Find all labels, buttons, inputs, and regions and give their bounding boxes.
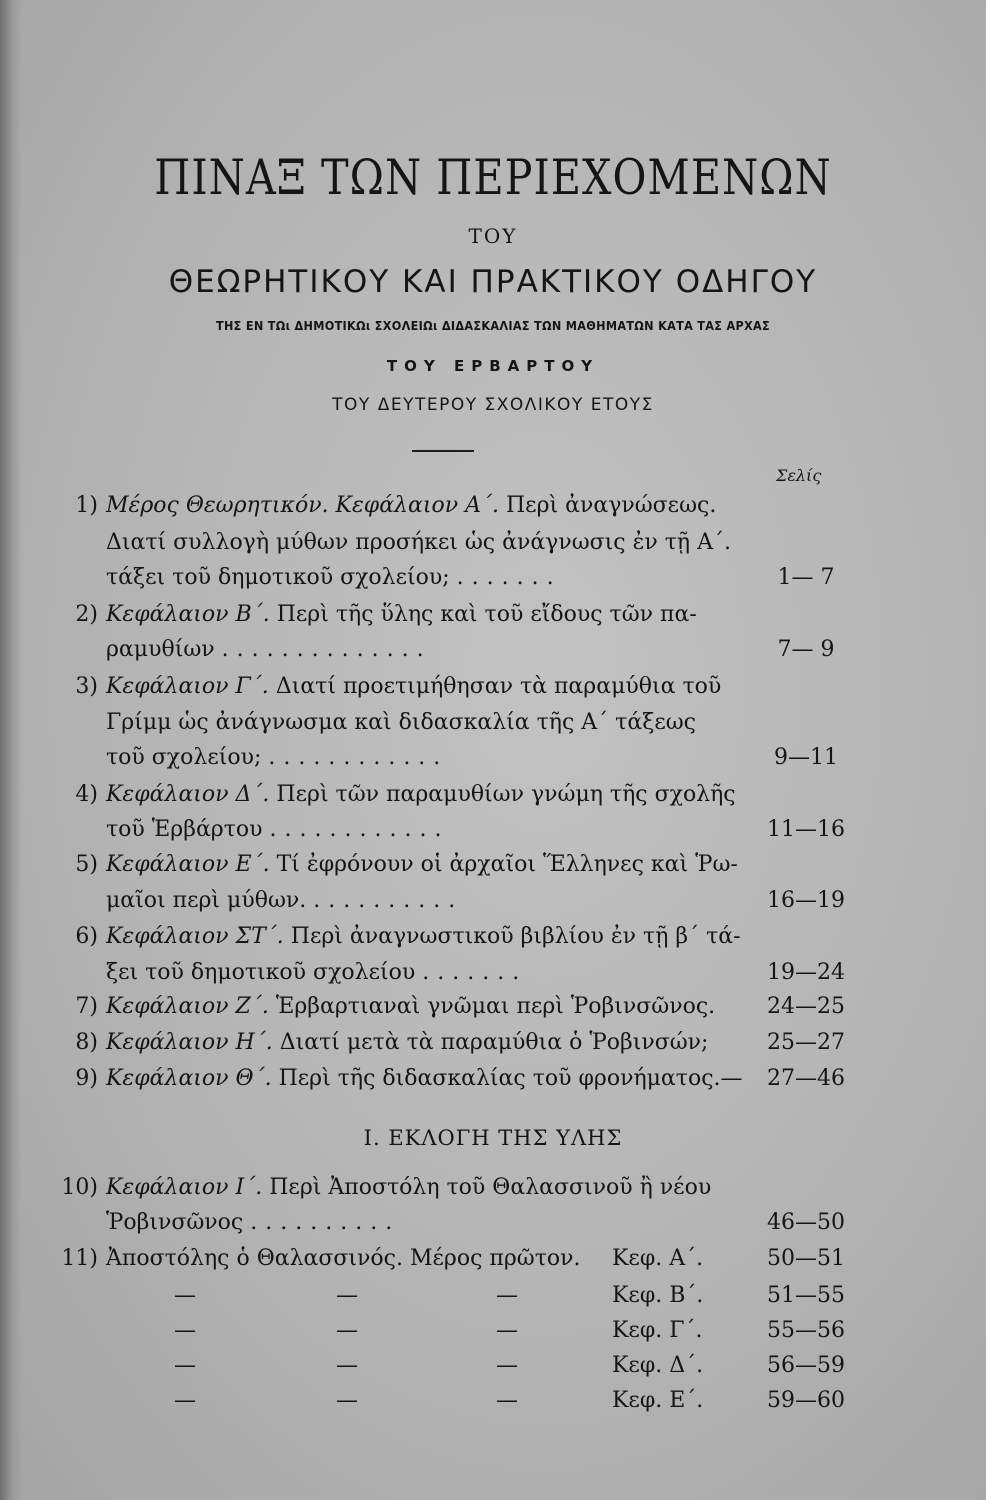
entry-heading: [106, 994, 715, 1019]
entry-chapter: Κεφάλαιον Η΄.: [106, 1030, 273, 1055]
entry-title: Διατί προετιμήθησαν τὰ παραμύθια τοῦ: [275, 674, 722, 699]
toc-entry-1-line-3: [0, 565, 986, 599]
entry-title: Διατί μετὰ τὰ παραμύθια ὁ Ῥοβινσών;: [279, 1030, 709, 1055]
page-range: 51—55: [767, 1283, 845, 1308]
dot-leader: ............: [268, 745, 449, 770]
toc-subrow: [0, 1353, 986, 1387]
page-range: 7— 9: [777, 637, 835, 662]
page-range: 19—24: [767, 960, 845, 985]
section-title: Ι. ΕΚΛΟΓΗ ΤΗΣ ΥΛΗΣ: [363, 1126, 623, 1150]
entry-number: 3): [75, 674, 98, 699]
toc-subrow: [0, 1388, 986, 1422]
entry-chapter: Κεφάλαιον Ζ΄.: [106, 994, 269, 1019]
page-range: 11—16: [767, 817, 845, 842]
entry-title: Περὶ ἀναγνωστικοῦ βιβλίου ἐν τῇ β΄ τά-: [290, 924, 741, 949]
toc-entry-6: [0, 924, 986, 958]
entry-heading: [106, 493, 716, 518]
ditto-dash: —: [174, 1283, 196, 1308]
divider: [412, 450, 474, 452]
entry-text-with-leader: ξει τοῦ δημοτικοῦ σχολείου .......: [106, 960, 528, 985]
entry-chapter: Κεφάλαιον Ε΄.: [106, 852, 270, 877]
entry-text-with-leader: τάξει τοῦ δημοτικοῦ σχολείου; .......: [106, 565, 562, 590]
entry-chapter: Κεφάλαιον Ι΄.: [106, 1175, 263, 1200]
entry-text-with-leader: ραμυθίων ..............: [106, 637, 432, 662]
entry-heading: [106, 782, 736, 807]
toc-subrow: [0, 1283, 986, 1317]
entry-heading: [106, 1030, 708, 1055]
entry-title: Περὶ τῆς διδασκαλίας τοῦ φρονήματος.—: [278, 1066, 743, 1091]
ditto-dash: —: [496, 1283, 518, 1308]
entry-number: 5): [75, 852, 98, 877]
entry-title: Τί ἐφρόνουν οἱ ἀρχαῖοι Ἕλληνες καὶ Ῥω-: [276, 852, 738, 877]
chapter-ref: Κεφ. Ε΄.: [612, 1388, 704, 1413]
entry-chapter: Κεφάλαιον Γ΄.: [106, 674, 269, 699]
entry-number: 2): [75, 602, 98, 627]
entry-chapter: Κεφάλαιον Δ΄.: [106, 782, 270, 807]
page-range: 55—56: [767, 1318, 845, 1343]
toc-entry-5: [0, 852, 986, 886]
dot-leader: .......: [422, 960, 528, 985]
dot-leader: ..............: [221, 637, 432, 662]
page-range: 25—27: [767, 1030, 845, 1055]
book-subtitle: ΘΕΩΡΗΤΙΚΟΥ ΚΑΙ ΠΡΑΚΤΙΚΟΥ ΟΔΗΓΟΥ: [168, 264, 818, 300]
ditto-dash: —: [496, 1318, 518, 1343]
entry-title: Περὶ τῶν παραμυθίων γνώμη τῆς σχολῆς: [276, 782, 736, 807]
ditto-dash: —: [336, 1283, 358, 1308]
entry-chapter: Κεφάλαιον Β΄.: [106, 602, 270, 627]
entry-number: 8): [75, 1030, 98, 1055]
title-article: ΤΟΥ: [468, 224, 518, 248]
entry-chapter: Μέρος Θεωρητικόν. Κεφάλαιον Α΄.: [106, 493, 499, 518]
ditto-dash: —: [496, 1388, 518, 1413]
entry-heading: [106, 674, 721, 699]
ditto-dash: —: [496, 1353, 518, 1378]
dot-leader: .......: [456, 565, 562, 590]
entry-title: Περὶ ἀναγνώσεως.: [505, 493, 717, 518]
entry-text-with-leader: τοῦ σχολείου; ............: [106, 745, 449, 770]
entry-title: Περὶ Ἀποστόλη τοῦ Θαλασσινοῦ ἢ νέου: [269, 1175, 712, 1200]
toc-entry-7: [0, 994, 986, 1028]
page-range: 1— 7: [777, 565, 835, 590]
entry-number: 4): [75, 782, 98, 807]
ditto-dash: —: [336, 1388, 358, 1413]
toc-entry-9: [0, 1066, 986, 1100]
entry-number: 9): [75, 1066, 98, 1091]
pages-column-label: Σελίς: [776, 466, 822, 485]
dot-leader: ..........: [250, 1210, 401, 1235]
entry-heading: [106, 1066, 743, 1091]
entry-heading: [106, 924, 741, 949]
page-title: ΠΙΝΑΞ ΤΩΝ ΠΕΡΙΕΧΟΜΕΝΩΝ: [154, 148, 832, 206]
ditto-dash: —: [336, 1318, 358, 1343]
chapter-ref: Κεφ. Γ΄.: [612, 1318, 703, 1343]
toc-entry-2: [0, 602, 986, 636]
toc-entry-10-line-2: [0, 1210, 986, 1244]
toc-entry-3-line-3: [0, 745, 986, 779]
entry-number: 6): [75, 924, 98, 949]
page-range: 9—11: [774, 745, 838, 770]
entry-text-with-leader: τοῦ Ἑρβάρτου ............: [106, 817, 450, 842]
ditto-dash: —: [174, 1318, 196, 1343]
chapter-ref: Κεφ. Α΄.: [612, 1246, 704, 1271]
ditto-dash: —: [174, 1353, 196, 1378]
page-range: 24—25: [767, 994, 845, 1019]
entry-heading: [106, 852, 738, 877]
toc-entry-3-line-2: [0, 710, 986, 744]
page-range: 59—60: [767, 1388, 845, 1413]
page-range: 46—50: [767, 1210, 845, 1235]
entry-text-with-leader: μαῖοι περὶ μύθων. ..........: [106, 888, 464, 913]
toc-entry-4-line-2: [0, 817, 986, 851]
entry-number: 11): [61, 1246, 98, 1271]
entry-text: Γρίμμ ὡς ἀνάγνωσμα καὶ διδασκαλία τῆς Α΄ τάξεως: [106, 710, 696, 735]
entry-chapter: Κεφάλαιον ΣΤ΄.: [106, 924, 284, 949]
toc-entry-1: [0, 493, 986, 527]
toc-entry-2-line-2: [0, 637, 986, 671]
toc-entry-1-line-2: [0, 530, 986, 564]
book-description: ΤΗΣ ΕΝ ΤΩι ΔΗΜΟΤΙΚΩι ΣΧΟΛΕΙΩι ΔΙΔΑΣΚΑΛΙΑΣ ΤΩΝ ΜΑΘΗΜΑΤΩΝ ΚΑΤΑ ΤΑΣ ΑΡΧΑΣ: [216, 318, 770, 333]
ditto-dash: —: [174, 1388, 196, 1413]
toc-entry-11: [0, 1246, 986, 1280]
toc-entry-8: [0, 1030, 986, 1064]
entry-heading: [106, 602, 697, 627]
entry-text-with-leader: Ῥοβινσῶνος ..........: [106, 1210, 401, 1235]
toc-entry-10: [0, 1175, 986, 1209]
school-year-line: ΤΟΥ ΔΕΥΤΕΡΟΥ ΣΧΟΛΙΚΟΥ ΕΤΟΥΣ: [332, 395, 654, 415]
entry-title: Ἑρβαρτιαναὶ γνῶμαι περὶ Ῥοβινσῶνος.: [275, 994, 716, 1019]
page-range: 56—59: [767, 1353, 845, 1378]
page-range: 16—19: [767, 888, 845, 913]
toc-entry-4: [0, 782, 986, 816]
entry-chapter: Κεφάλαιον Θ΄.: [106, 1066, 272, 1091]
entry-title: Ἀποστόλης ὁ Θαλασσινός. Μέρος πρῶτον.: [106, 1246, 581, 1271]
toc-entry-3: [0, 674, 986, 708]
entry-text: Διατί συλλογὴ μύθων προσήκει ὡς ἀνάγνωσις ἐν τῇ Α΄.: [106, 530, 731, 555]
toc-entry-5-line-2: [0, 888, 986, 922]
page-range: 27—46: [767, 1066, 845, 1091]
ditto-dash: —: [336, 1353, 358, 1378]
toc-subrow: [0, 1318, 986, 1352]
dot-leader: ..........: [313, 888, 464, 913]
entry-number: 7): [75, 994, 98, 1019]
entry-number: 10): [61, 1175, 98, 1200]
toc-entry-6-line-2: [0, 960, 986, 994]
dot-leader: ............: [269, 817, 450, 842]
chapter-ref: Κεφ. Β΄.: [612, 1283, 704, 1308]
entry-number: 1): [75, 493, 98, 518]
entry-title: Περὶ τῆς ὕλης καὶ τοῦ εἴδους τῶν πα-: [276, 602, 697, 627]
entry-heading: [106, 1175, 711, 1200]
page-range: 50—51: [767, 1246, 845, 1271]
chapter-ref: Κεφ. Δ΄.: [612, 1353, 704, 1378]
author-line: ΤΟΥ ΕΡΒΑΡΤΟΥ: [386, 357, 600, 375]
